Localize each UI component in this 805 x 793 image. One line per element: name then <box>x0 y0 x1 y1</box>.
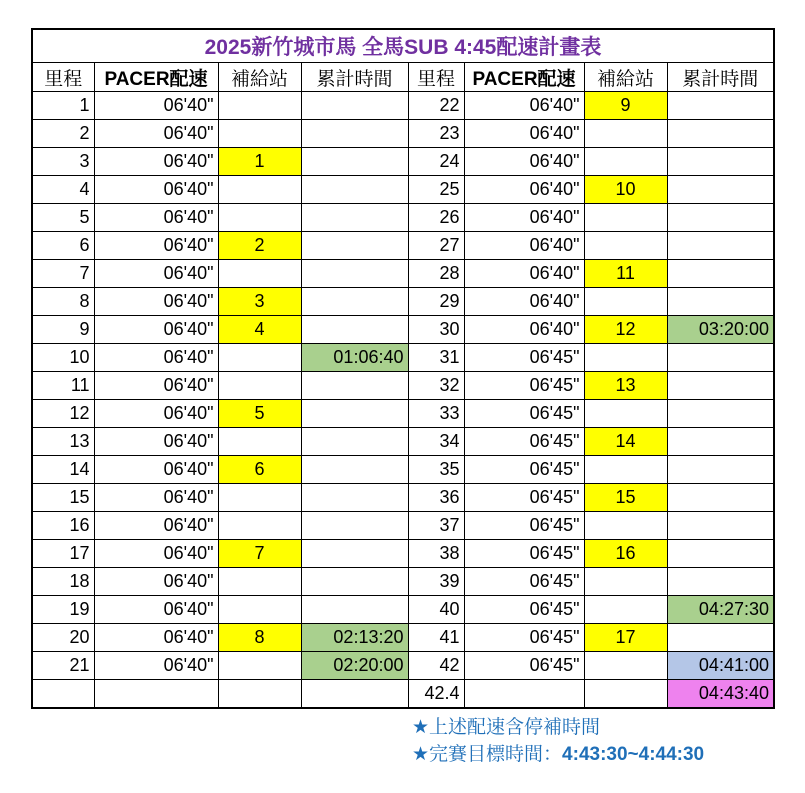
aid-station-cell <box>218 596 301 624</box>
aid-station-cell: 2 <box>218 232 301 260</box>
pace-cell: 06'40" <box>464 288 584 316</box>
pace-cell: 06'40" <box>94 596 218 624</box>
aid-station-cell: 10 <box>584 176 667 204</box>
pace-cell: 06'40" <box>464 120 584 148</box>
notes <box>412 714 704 768</box>
cumulative-time-cell <box>667 400 774 428</box>
header-row <box>32 63 774 92</box>
km-cell: 3 <box>32 148 94 176</box>
table-row <box>32 484 774 512</box>
km-cell: 27 <box>408 232 464 260</box>
cumulative-time-cell <box>667 232 774 260</box>
aid-station-cell <box>218 372 301 400</box>
km-cell: 35 <box>408 456 464 484</box>
table-row <box>32 176 774 204</box>
aid-station-cell: 9 <box>584 92 667 120</box>
pace-cell: 06'40" <box>94 400 218 428</box>
pace-cell: 06'45" <box>464 652 584 680</box>
km-cell <box>32 680 94 709</box>
pace-cell: 06'40" <box>94 372 218 400</box>
aid-station-cell: 14 <box>584 428 667 456</box>
pace-cell: 06'40" <box>94 484 218 512</box>
km-cell: 10 <box>32 344 94 372</box>
aid-station-cell <box>218 428 301 456</box>
pace-cell: 06'40" <box>464 148 584 176</box>
km-cell: 36 <box>408 484 464 512</box>
km-cell: 5 <box>32 204 94 232</box>
pace-cell: 06'40" <box>94 456 218 484</box>
cumulative-time-cell <box>301 260 408 288</box>
km-cell: 22 <box>408 92 464 120</box>
aid-station-cell <box>584 568 667 596</box>
cumulative-time-cell <box>301 204 408 232</box>
cumulative-time-cell <box>301 596 408 624</box>
page-title: 2025新竹城市馬 全馬SUB 4:45配速計畫表 <box>32 29 774 63</box>
cumulative-time-cell <box>667 568 774 596</box>
table-row <box>32 288 774 316</box>
pace-cell: 06'45" <box>464 372 584 400</box>
km-cell: 23 <box>408 120 464 148</box>
pace-cell: 06'40" <box>94 288 218 316</box>
aid-station-cell <box>218 484 301 512</box>
km-cell: 26 <box>408 204 464 232</box>
note-target-time <box>412 741 704 768</box>
aid-station-cell <box>584 596 667 624</box>
aid-station-cell <box>584 204 667 232</box>
aid-station-cell <box>584 652 667 680</box>
km-cell: 14 <box>32 456 94 484</box>
km-cell: 12 <box>32 400 94 428</box>
cumulative-time-cell <box>667 260 774 288</box>
aid-station-cell <box>584 120 667 148</box>
aid-station-cell: 11 <box>584 260 667 288</box>
km-cell: 34 <box>408 428 464 456</box>
table-row <box>32 596 774 624</box>
aid-station-cell <box>218 652 301 680</box>
header-station: 補給站 <box>218 63 301 92</box>
aid-station-cell: 15 <box>584 484 667 512</box>
cumulative-time-cell <box>301 176 408 204</box>
pace-cell: 06'40" <box>464 260 584 288</box>
header-pace: PACER配速 <box>94 63 218 92</box>
pace-cell: 06'45" <box>464 568 584 596</box>
cumulative-time-cell <box>667 540 774 568</box>
aid-station-cell <box>218 680 301 709</box>
km-cell: 13 <box>32 428 94 456</box>
cumulative-time-cell <box>667 176 774 204</box>
km-cell: 11 <box>32 372 94 400</box>
km-cell: 6 <box>32 232 94 260</box>
pace-cell: 06'40" <box>464 176 584 204</box>
cumulative-time-cell: 03:20:00 <box>667 316 774 344</box>
aid-station-cell <box>218 568 301 596</box>
table-row <box>32 92 774 120</box>
km-cell: 19 <box>32 596 94 624</box>
aid-station-cell: 6 <box>218 456 301 484</box>
cumulative-time-cell: 01:06:40 <box>301 344 408 372</box>
pace-cell: 06'40" <box>94 148 218 176</box>
pace-plan-sheet <box>31 28 775 709</box>
pace-cell: 06'40" <box>94 260 218 288</box>
note-target-value: 4:43:30~4:44:30 <box>562 744 705 765</box>
km-cell: 15 <box>32 484 94 512</box>
pace-cell: 06'40" <box>94 344 218 372</box>
note-pace-includes-stops: ★上述配速含停補時間 <box>412 717 601 738</box>
cumulative-time-cell <box>667 624 774 652</box>
km-cell: 42.4 <box>408 680 464 709</box>
km-cell: 30 <box>408 316 464 344</box>
table-row <box>32 652 774 680</box>
table-row <box>32 148 774 176</box>
pace-cell: 06'40" <box>94 176 218 204</box>
cumulative-time-cell <box>301 288 408 316</box>
aid-station-cell: 12 <box>584 316 667 344</box>
cumulative-time-cell <box>301 372 408 400</box>
cumulative-time-cell: 04:43:40 <box>667 680 774 709</box>
cumulative-time-cell <box>301 92 408 120</box>
km-cell: 38 <box>408 540 464 568</box>
cumulative-time-cell <box>667 92 774 120</box>
table-row <box>32 344 774 372</box>
aid-station-cell <box>584 400 667 428</box>
table-row <box>32 428 774 456</box>
table-row <box>32 680 774 709</box>
aid-station-cell: 13 <box>584 372 667 400</box>
km-cell: 40 <box>408 596 464 624</box>
pace-cell: 06'40" <box>464 204 584 232</box>
km-cell: 20 <box>32 624 94 652</box>
note-target-label: ★完賽目標時間： <box>412 744 563 765</box>
aid-station-cell <box>584 232 667 260</box>
km-cell: 41 <box>408 624 464 652</box>
km-cell: 21 <box>32 652 94 680</box>
km-cell: 2 <box>32 120 94 148</box>
cumulative-time-cell <box>667 456 774 484</box>
cumulative-time-cell <box>301 316 408 344</box>
table-row <box>32 260 774 288</box>
km-cell: 16 <box>32 512 94 540</box>
cumulative-time-cell: 02:13:20 <box>301 624 408 652</box>
table-row <box>32 624 774 652</box>
pace-cell: 06'40" <box>464 92 584 120</box>
cumulative-time-cell <box>667 204 774 232</box>
km-cell: 28 <box>408 260 464 288</box>
cumulative-time-cell <box>301 484 408 512</box>
km-cell: 39 <box>408 568 464 596</box>
pace-cell: 06'40" <box>94 316 218 344</box>
table-row <box>32 204 774 232</box>
aid-station-cell <box>218 92 301 120</box>
aid-station-cell <box>584 512 667 540</box>
pace-cell: 06'40" <box>94 568 218 596</box>
aid-station-cell <box>584 456 667 484</box>
cumulative-time-cell <box>301 512 408 540</box>
km-cell: 29 <box>408 288 464 316</box>
pace-cell: 06'45" <box>464 344 584 372</box>
pace-cell: 06'45" <box>464 400 584 428</box>
pace-cell: 06'45" <box>464 512 584 540</box>
cumulative-time-cell <box>301 232 408 260</box>
aid-station-cell <box>218 512 301 540</box>
pace-cell <box>94 680 218 709</box>
pace-cell: 06'40" <box>94 232 218 260</box>
km-cell: 33 <box>408 400 464 428</box>
pace-cell: 06'40" <box>94 540 218 568</box>
aid-station-cell <box>584 288 667 316</box>
aid-station-cell <box>218 344 301 372</box>
header-km: 里程 <box>32 63 94 92</box>
cumulative-time-cell <box>667 428 774 456</box>
pace-cell: 06'40" <box>94 512 218 540</box>
cumulative-time-cell: 04:27:30 <box>667 596 774 624</box>
aid-station-cell <box>218 120 301 148</box>
header-cumulative-time: 累計時間 <box>301 63 408 92</box>
table-row <box>32 120 774 148</box>
aid-station-cell: 16 <box>584 540 667 568</box>
pace-table <box>31 28 775 709</box>
table-row <box>32 400 774 428</box>
km-cell: 17 <box>32 540 94 568</box>
header-cumulative-time: 累計時間 <box>667 63 774 92</box>
table-row <box>32 232 774 260</box>
pace-cell: 06'40" <box>464 232 584 260</box>
km-cell: 24 <box>408 148 464 176</box>
aid-station-cell: 3 <box>218 288 301 316</box>
aid-station-cell: 5 <box>218 400 301 428</box>
cumulative-time-cell <box>301 680 408 709</box>
cumulative-time-cell <box>301 568 408 596</box>
km-cell: 18 <box>32 568 94 596</box>
km-cell: 37 <box>408 512 464 540</box>
km-cell: 8 <box>32 288 94 316</box>
pace-cell: 06'45" <box>464 428 584 456</box>
pace-cell: 06'40" <box>94 652 218 680</box>
pace-cell: 06'45" <box>464 540 584 568</box>
cumulative-time-cell: 04:41:00 <box>667 652 774 680</box>
km-cell: 9 <box>32 316 94 344</box>
pace-cell <box>464 680 584 709</box>
pace-cell: 06'40" <box>94 120 218 148</box>
aid-station-cell <box>218 204 301 232</box>
header-pace: PACER配速 <box>464 63 584 92</box>
pace-cell: 06'45" <box>464 596 584 624</box>
km-cell: 1 <box>32 92 94 120</box>
aid-station-cell <box>584 680 667 709</box>
aid-station-cell: 17 <box>584 624 667 652</box>
table-row <box>32 456 774 484</box>
header-station: 補給站 <box>584 63 667 92</box>
aid-station-cell: 8 <box>218 624 301 652</box>
pace-cell: 06'45" <box>464 624 584 652</box>
cumulative-time-cell <box>667 512 774 540</box>
cumulative-time-cell <box>301 456 408 484</box>
pace-cell: 06'40" <box>94 204 218 232</box>
cumulative-time-cell <box>301 120 408 148</box>
table-row <box>32 540 774 568</box>
aid-station-cell <box>584 148 667 176</box>
cumulative-time-cell <box>667 372 774 400</box>
km-cell: 4 <box>32 176 94 204</box>
aid-station-cell: 1 <box>218 148 301 176</box>
pace-cell: 06'45" <box>464 484 584 512</box>
pace-cell: 06'40" <box>94 92 218 120</box>
table-row <box>32 512 774 540</box>
aid-station-cell <box>218 176 301 204</box>
table-row <box>32 372 774 400</box>
cumulative-time-cell <box>667 120 774 148</box>
cumulative-time-cell <box>667 148 774 176</box>
pace-cell: 06'40" <box>94 428 218 456</box>
cumulative-time-cell: 02:20:00 <box>301 652 408 680</box>
pace-cell: 06'40" <box>94 624 218 652</box>
aid-station-cell <box>584 344 667 372</box>
km-cell: 25 <box>408 176 464 204</box>
cumulative-time-cell <box>667 484 774 512</box>
aid-station-cell <box>218 260 301 288</box>
pace-cell: 06'40" <box>464 316 584 344</box>
cumulative-time-cell <box>301 148 408 176</box>
table-row <box>32 568 774 596</box>
km-cell: 32 <box>408 372 464 400</box>
km-cell: 42 <box>408 652 464 680</box>
km-cell: 7 <box>32 260 94 288</box>
cumulative-time-cell <box>301 400 408 428</box>
cumulative-time-cell <box>667 288 774 316</box>
table-row <box>32 316 774 344</box>
cumulative-time-cell <box>667 344 774 372</box>
aid-station-cell: 4 <box>218 316 301 344</box>
header-km: 里程 <box>408 63 464 92</box>
cumulative-time-cell <box>301 428 408 456</box>
cumulative-time-cell <box>301 540 408 568</box>
aid-station-cell: 7 <box>218 540 301 568</box>
km-cell: 31 <box>408 344 464 372</box>
pace-cell: 06'45" <box>464 456 584 484</box>
